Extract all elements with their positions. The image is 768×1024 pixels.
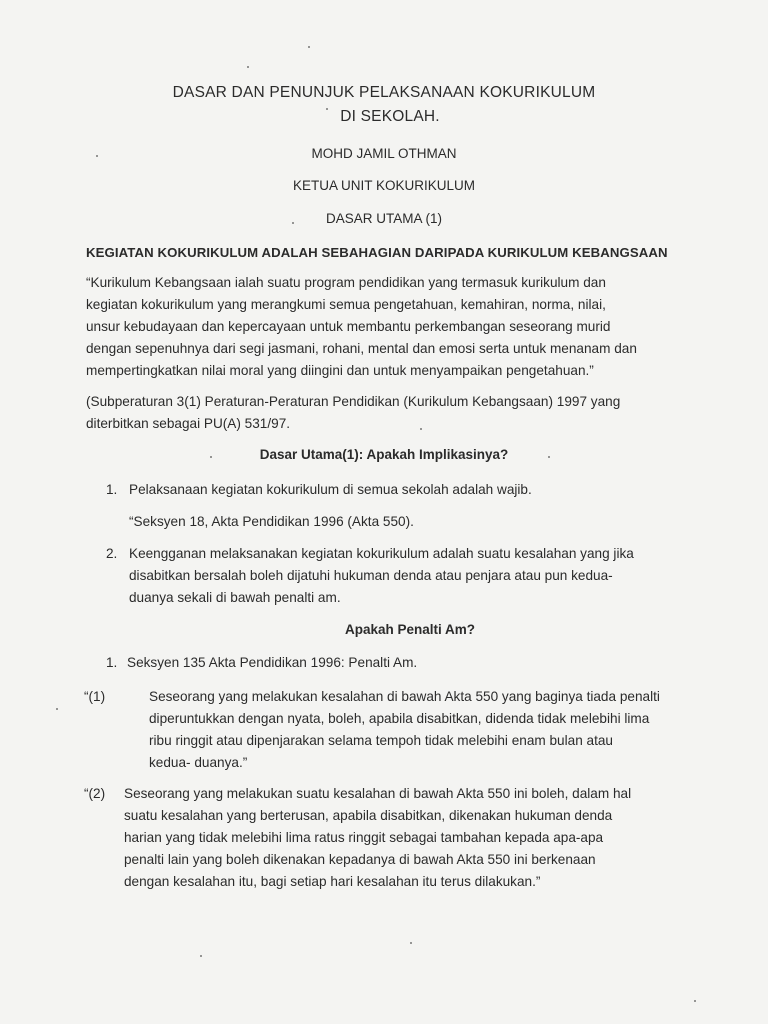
item-text: Seksyen 135 Akta Pendidikan 1996: Penalti Am. (127, 655, 418, 670)
scan-speck (694, 1000, 696, 1002)
scan-speck (56, 708, 58, 710)
clause-line: dengan kesalahan itu, bagi setiap hari kesalahan itu terus dilakukan.” (124, 874, 541, 889)
author-name: MOHD JAMIL OTHMAN (311, 146, 457, 161)
penalti-heading: Apakah Penalti Am? (344, 622, 476, 637)
clause-line: diperuntukkan dengan nyata, boleh, apabila disabitkan, didenda tidak melebihi lima (149, 711, 650, 726)
item-line: disabitkan bersalah boleh dijatuhi hukuman denda atau penjara atau pun kedua- (129, 568, 613, 583)
implication-heading: Dasar Utama(1): Apakah Implikasinya? (259, 447, 509, 462)
paragraph-line: diterbitkan sebagai PU(A) 531/97. (86, 416, 291, 431)
clause-line: harian yang tidak melebihi lima ratus ringgit sebagai tambahan kepada apa-apa (124, 830, 604, 845)
clause-line: Seseorang yang melakukan suatu kesalahan di bawah Akta 550 ini boleh, dalam hal (124, 786, 632, 801)
item-reference: “Seksyen 18, Akta Pendidikan 1996 (Akta 550). (129, 514, 414, 529)
scan-speck (308, 46, 310, 48)
main-heading: KEGIATAN KOKURIKULUM ADALAH SEBAHAGIAN DARIPADA KURIKULUM KEBANGSAAN (86, 245, 668, 260)
paragraph-line: kegiatan kokurikulum yang merangkumi semua pengetahuan, kemahiran, norma, nilai, (86, 297, 606, 312)
author-role: KETUA UNIT KOKURIKULUM (292, 178, 476, 193)
item-number: 2. (106, 546, 118, 561)
paragraph-line: unsur kebudayaan dan kepercayaan untuk membantu perkembangan seseorang murid (86, 319, 611, 334)
clause-label: “(2) (84, 786, 106, 801)
scan-speck (247, 66, 249, 68)
clause-label: “(1) (84, 689, 106, 704)
clause-line: ribu ringgit atau dipenjarakan selama tempoh tidak melebihi enam bulan atau (149, 733, 613, 748)
item-line: Keengganan melaksanakan kegiatan kokurikulum adalah suatu kesalahan yang jika (129, 546, 634, 561)
paragraph-line: (Subperaturan 3(1) Peraturan-Peraturan Pendidikan (Kurikulum Kebangsaan) 1997 yang (86, 394, 621, 409)
scan-speck (200, 955, 202, 957)
item-number: 1. (106, 482, 118, 497)
document-title-line1: DASAR DAN PENUNJUK PELAKSANAAN KOKURIKULUM (172, 84, 596, 101)
section-title: DASAR UTAMA (1) (325, 211, 442, 226)
clause-line: kedua- duanya.” (149, 755, 248, 770)
paragraph-line: mempertingkatkan nilai moral yang diingini dan untuk menyampaikan pengetahuan.” (86, 363, 594, 378)
scan-speck (410, 942, 412, 944)
document-title-line2: DI SEKOLAH. (340, 108, 440, 125)
item-number: 1. (106, 655, 118, 670)
item-text: Pelaksanaan kegiatan kokurikulum di semua sekolah adalah wajib. (129, 482, 532, 497)
paragraph-line: “Kurikulum Kebangsaan ialah suatu program pendidikan yang termasuk kurikulum dan (86, 275, 606, 290)
clause-line: Seseorang yang melakukan kesalahan di bawah Akta 550 yang baginya tiada penalti (149, 689, 660, 704)
clause-line: suatu kesalahan yang berterusan, apabila disabitkan, dikenakan hukuman denda (124, 808, 613, 823)
item-line: duanya sekali di bawah penalti am. (129, 590, 341, 605)
clause-line: penalti lain yang boleh dikenakan kepadanya di bawah Akta 550 ini berkenaan (124, 852, 596, 867)
scan-speck (420, 428, 422, 430)
paragraph-line: dengan sepenuhnya dari segi jasmani, rohani, mental dan emosi serta untuk menanam dan (86, 341, 637, 356)
